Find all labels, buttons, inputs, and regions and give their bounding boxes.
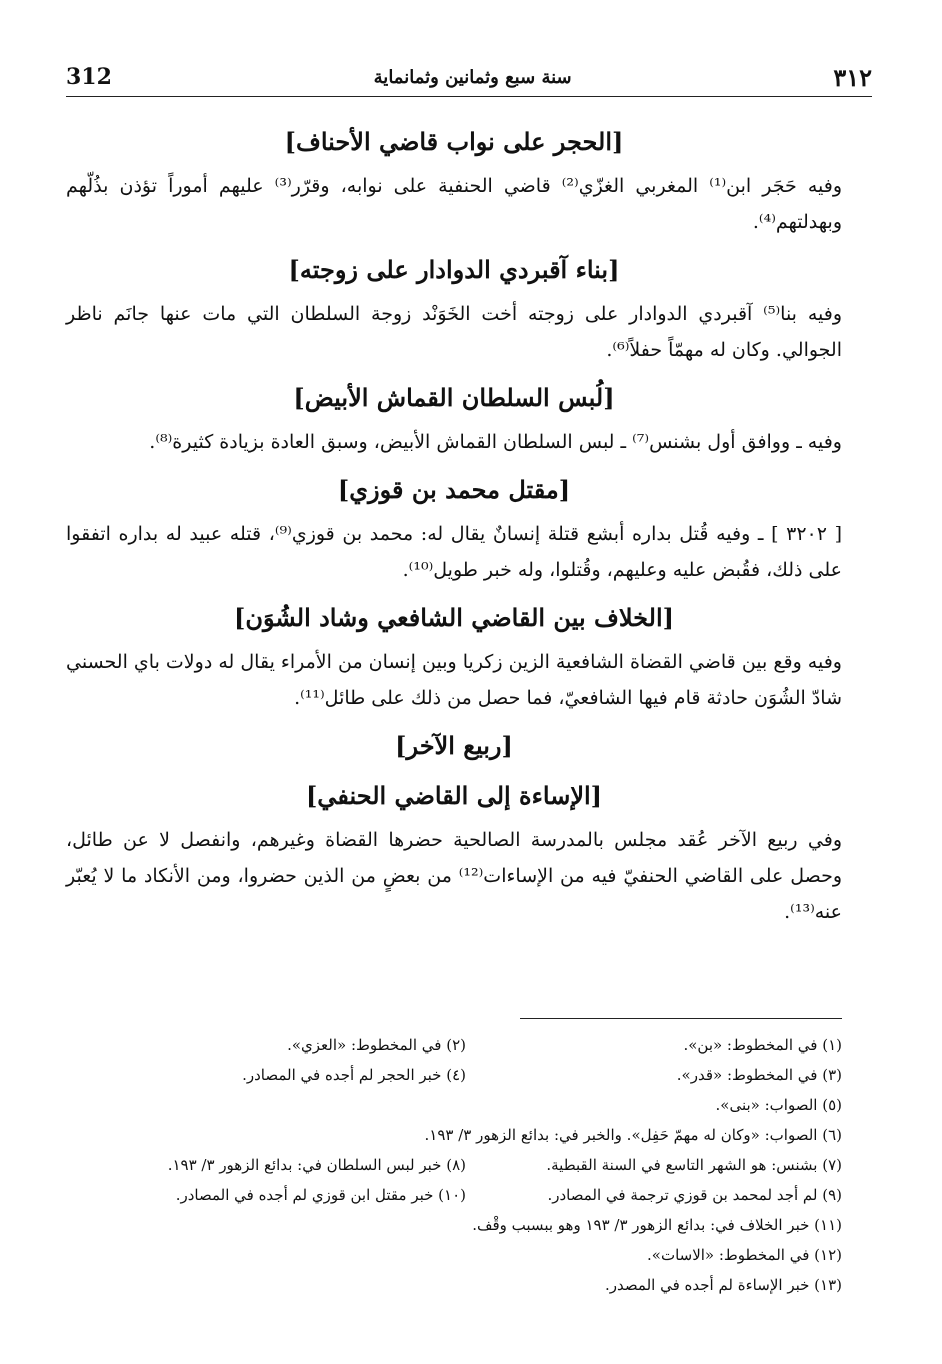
paragraph: وفيه بنا⁽⁵⁾ آقبردي الدوادار على زوجته أخت الخَوَنْد زوجة السلطان التي مات عنها جانَم ناظر الجوالي. وكان له مهمّاً حفلاً⁽⁶⁾. xyxy=(66,303,842,361)
footnote: (٥) الصواب: «بنى». xyxy=(715,1096,842,1114)
section-heading: [الإساءة إلى القاضي الحنفي] xyxy=(305,781,603,810)
page-number-latin: 312 xyxy=(66,64,112,90)
paragraph: وفي ربيع الآخر عُقد مجلس بالمدرسة الصالحية حضرها القضاة وغيرهم، وانفصل لا عن طائل، وحصل على القاضي الحنفيّ فيه من الإساءات⁽¹²⁾ من بعضٍ من الذين حضروا، ومن الأنكاد ما لا يُعبّر عنه⁽¹³⁾. xyxy=(66,829,842,923)
footnote: (١٠) خبر مقتل ابن قوزي لم أجده في المصادر. xyxy=(175,1186,466,1204)
footnote: (١٢) في المخطوط: «الاسات». xyxy=(647,1246,842,1264)
running-title: سنة سبع وثمانين وثمانماية xyxy=(373,66,572,88)
section xyxy=(66,470,842,588)
section-heading: [بناء آقبردي الدوادار على زوجته] xyxy=(288,255,620,284)
footnote: (٩) لم أجد لمحمد بن قوزي ترجمة في المصادر. xyxy=(547,1186,842,1204)
footnote-row xyxy=(90,1090,842,1120)
footnote-row xyxy=(90,1210,842,1240)
footnote-row xyxy=(90,1060,842,1090)
section-heading: [لُبس السلطان القماش الأبيض] xyxy=(293,383,615,412)
section-heading: [مقتل محمد بن قوزي] xyxy=(337,475,571,504)
paragraph: وفيه حَجَر ابن⁽¹⁾ المغربي الغزّي⁽²⁾ قاضي الحنفية على نوابه، وقرّر⁽³⁾ عليهم أموراً تؤذن بذُلّهم وبهدلتهم⁽⁴⁾. xyxy=(66,175,842,233)
paragraph: [ ٣٢٠٢ ] ـ وفيه قُتل بداره أبشع قتلة إنسانٌ يقال له: محمد بن قوزي⁽⁹⁾، قتله عبيد له بداره اتفقوا على ذلك، فقُبض عليه وعليهم، وقُتلوا، وله خبر طويل⁽¹⁰⁾. xyxy=(66,523,843,581)
footnote: (٢) في المخطوط: «العزي». xyxy=(287,1036,466,1054)
header-divider xyxy=(66,96,872,97)
footnote: (٨) خبر لبس السلطان في: بدائع الزهور ٣/ ١٩٣. xyxy=(167,1156,466,1174)
footnote: (١١) خبر الخلاف في: بدائع الزهور ٣/ ١٩٣ وهو ببسبب وقْف. xyxy=(472,1216,842,1234)
paragraph: وفيه ـ ووافق أول بشنس⁽⁷⁾ ـ لبس السلطان القماش الأبيض، وسبق العادة بزيادة كثيرة⁽⁸⁾. xyxy=(149,431,842,453)
footnote-divider xyxy=(520,1018,842,1019)
section xyxy=(66,598,842,716)
section xyxy=(66,776,842,930)
footnote: (١) في المخطوط: «بن». xyxy=(683,1036,842,1054)
footnote-row xyxy=(90,1120,842,1150)
footnote: (١٣) خبر الإساءة لم أجده في المصدر. xyxy=(605,1276,842,1294)
footnote: (٤) خبر الحجر لم أجده في المصادر. xyxy=(242,1066,466,1084)
section xyxy=(66,122,842,240)
section xyxy=(66,726,842,766)
paragraph: وفيه وقع بين قاضي القضاة الشافعية الزين زكريا وبين إنسان من الأمراء يقال له دولات باي الحسني شادّ الشُوَن حادثة قام فيها الشافعيّ، فما حصل من ذلك على طائل⁽¹¹⁾. xyxy=(66,651,842,709)
footnote-row xyxy=(90,1180,842,1210)
footnote: (٦) الصواب: «وكان له مهمّ حَفِل». والخبر في: بدائع الزهور ٣/ ١٩٣. xyxy=(424,1126,842,1144)
section-heading: [الخلاف بين القاضي الشافعي وشاد الشُوَن] xyxy=(233,603,675,632)
section xyxy=(66,250,842,368)
main-text xyxy=(66,112,842,936)
footnote: (٣) في المخطوط: «قدر». xyxy=(676,1066,842,1084)
footnote-row xyxy=(90,1240,842,1270)
page-number-arabic: ٣١٢ xyxy=(833,62,872,92)
footnotes xyxy=(90,1030,842,1300)
footnote: (٧) بشنس: هو الشهر التاسع في السنة القبطية. xyxy=(546,1156,842,1174)
page-header xyxy=(66,60,872,94)
section-heading: [الحجر على نواب قاضي الأحناف] xyxy=(284,127,624,156)
section xyxy=(66,378,842,460)
section-heading: [ربيع الآخر] xyxy=(395,731,513,760)
footnote-row xyxy=(90,1150,842,1180)
footnote-row xyxy=(90,1270,842,1300)
footnote-row xyxy=(90,1030,842,1060)
